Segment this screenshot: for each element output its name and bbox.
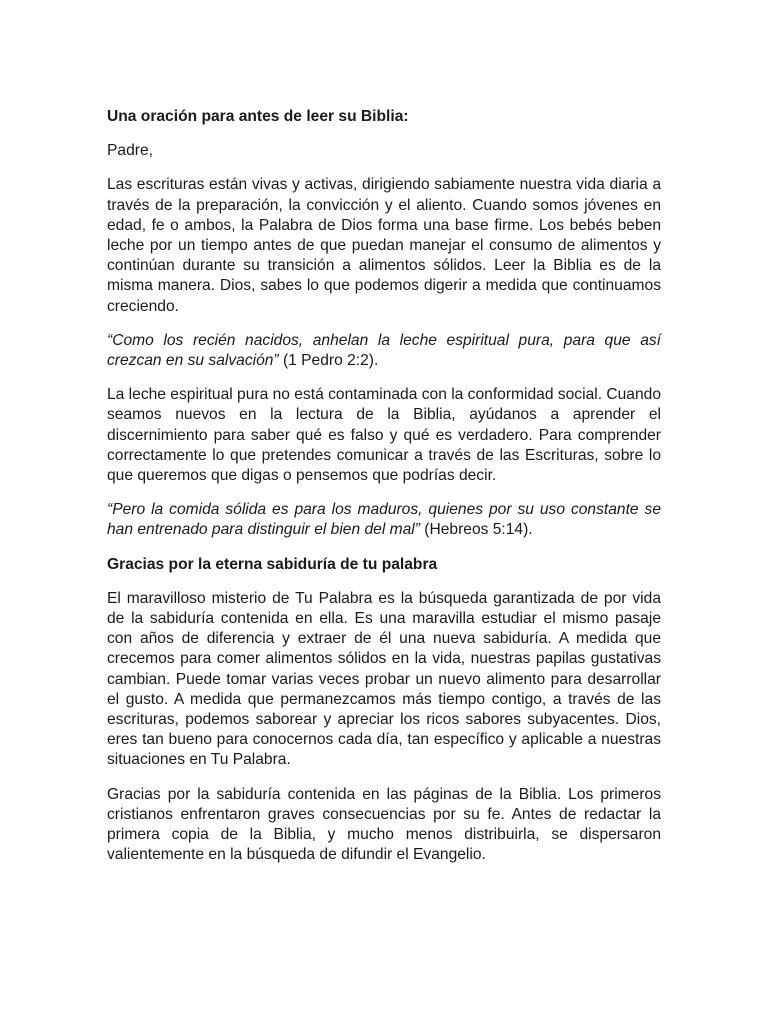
quote-1: [107, 331, 661, 371]
document-page: [107, 107, 661, 880]
document-title: Una oración para antes de leer su Biblia:: [107, 108, 409, 125]
paragraph-3: El maravilloso misterio de Tu Palabra es la búsqueda garantizada de por vida de la sabiduría contenida en ella. Es una maravilla estudiar el mismo pasaje con años de diferencia y extraer de él una nueva sabiduría. A medida que crecemos para comer alimentos sólidos en la vida, nuestras papilas gustativas cambian. Puede tomar varias veces probar un nuevo alimento para desarrollar el gusto. A medida que permanezcamos más tiempo contigo, a través de las escrituras, podemos saborear y apreciar los ricos sabores subyacentes. Dios, eres tan bueno para conocernos cada día, tan específico y aplicable a nuestras situaciones en Tu Palabra.: [107, 589, 661, 769]
paragraph-2: La leche espiritual pura no está contaminada con la conformidad social. Cuando seamos nuevos en la lectura de la Biblia, ayúdanos a aprender el discernimiento para saber qué es falso y qué es verdadero. Para comprender correctamente lo que pretendes comunicar a través de las Escrituras, sobre lo que queremos que digas o pensemos que podrías decir.: [107, 386, 661, 485]
salutation: Padre,: [107, 142, 153, 160]
section-heading: Gracias por la eterna sabiduría de tu palabra: [107, 555, 438, 573]
quote-2-text: “Pero la comida sólida es para los maduros, quienes por su uso constante se han entrenado para distinguir el bien del mal”: [107, 501, 661, 539]
quote-2-reference: (Hebreos 5:14).: [419, 521, 533, 539]
paragraph-1: Las escrituras están vivas y activas, dirigiendo sabiamente nuestra vida diaria a través de la preparación, la convicción y el aliento. Cuando somos jóvenes en edad, fe o ambos, la Palabra de Dios forma una base firme. Los bebés beben leche por un tiempo antes de que puedan manejar el consumo de alimentos y continúan durante su transición a alimentos sólidos. Leer la Biblia es de la misma manera. Dios, sabes lo que podemos digerir a medida que continuamos creciendo.: [107, 176, 661, 315]
quote-1-reference: (1 Pedro 2:2).: [278, 352, 379, 370]
quote-2: [107, 500, 661, 540]
paragraph-4: Gracias por la sabiduría contenida en las páginas de la Biblia. Los primeros cristianos enfrentaron graves consecuencias por su fe. Antes de redactar la primera copia de la Biblia, y mucho menos distribuirla, se dispersaron valientemente en la búsqueda de difundir el Evangelio.: [107, 785, 661, 864]
quote-1-text: “Como los recién nacidos, anhelan la leche espiritual pura, para que así crezcan en su salvación”: [107, 331, 661, 370]
